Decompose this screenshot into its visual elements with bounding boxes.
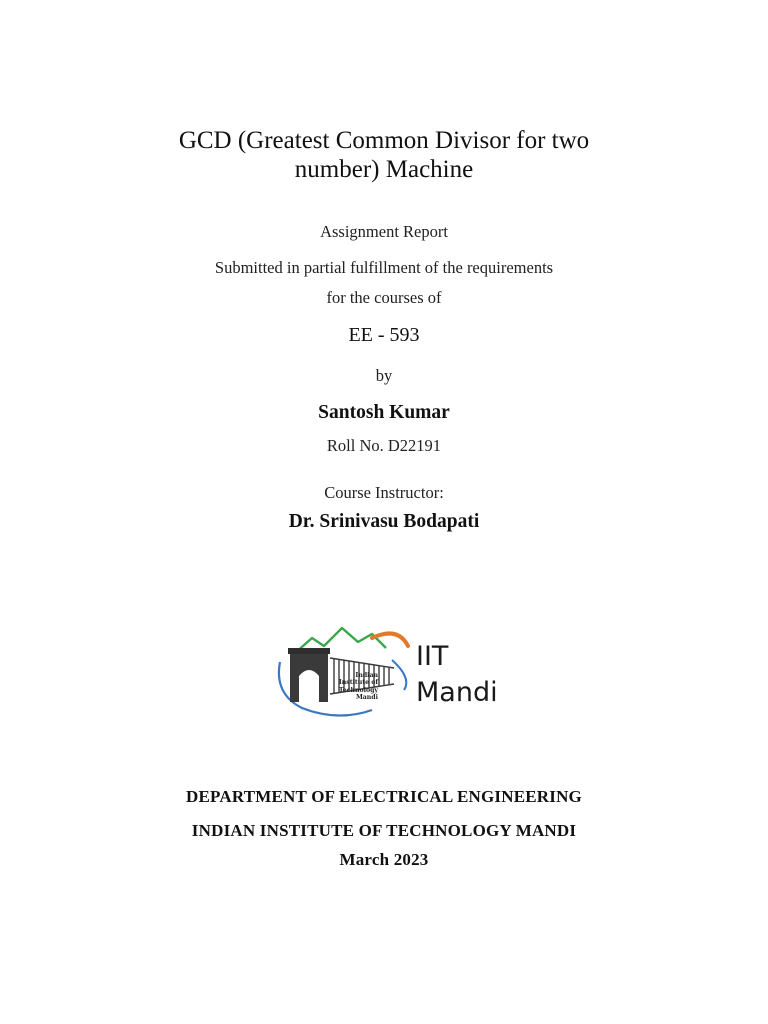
blue-swoosh-right [392,660,406,690]
iit-mandi-logo [272,602,542,748]
institute-name: INDIAN INSTITUTE OF TECHNOLOGY MANDI [191,821,577,840]
gate-arch [299,670,319,702]
report-date: March 2023 [339,850,429,869]
logo-graphic [272,602,542,748]
instructor-name: Dr. Srinivasu Bodapati [288,511,480,532]
course-code: EE - 593 [348,324,420,346]
logo-institute-small: Indian Institute of Technology Mandi [338,672,378,702]
roll-number: Roll No. D22191 [326,436,442,455]
report-title-line1: GCD (Greatest Common Divisor for two [178,127,590,154]
submission-statement: Submitted in partial fulfillment of the requirements [214,258,554,277]
report-type: Assignment Report [320,222,448,241]
report-title-line2: number) Machine [294,156,474,183]
logo-word-mandi: Mandi [416,677,498,708]
logo-word-iit: IIT [416,641,449,672]
author-name: Santosh Kumar [318,402,450,423]
department-name: DEPARTMENT OF ELECTRICAL ENGINEERING [186,787,582,806]
gate-top [288,648,330,654]
submission-statement-cont: for the courses of [326,288,442,307]
report-title [0,126,768,184]
by-label: by [375,366,393,385]
instructor-label: Course Instructor: [324,483,444,502]
